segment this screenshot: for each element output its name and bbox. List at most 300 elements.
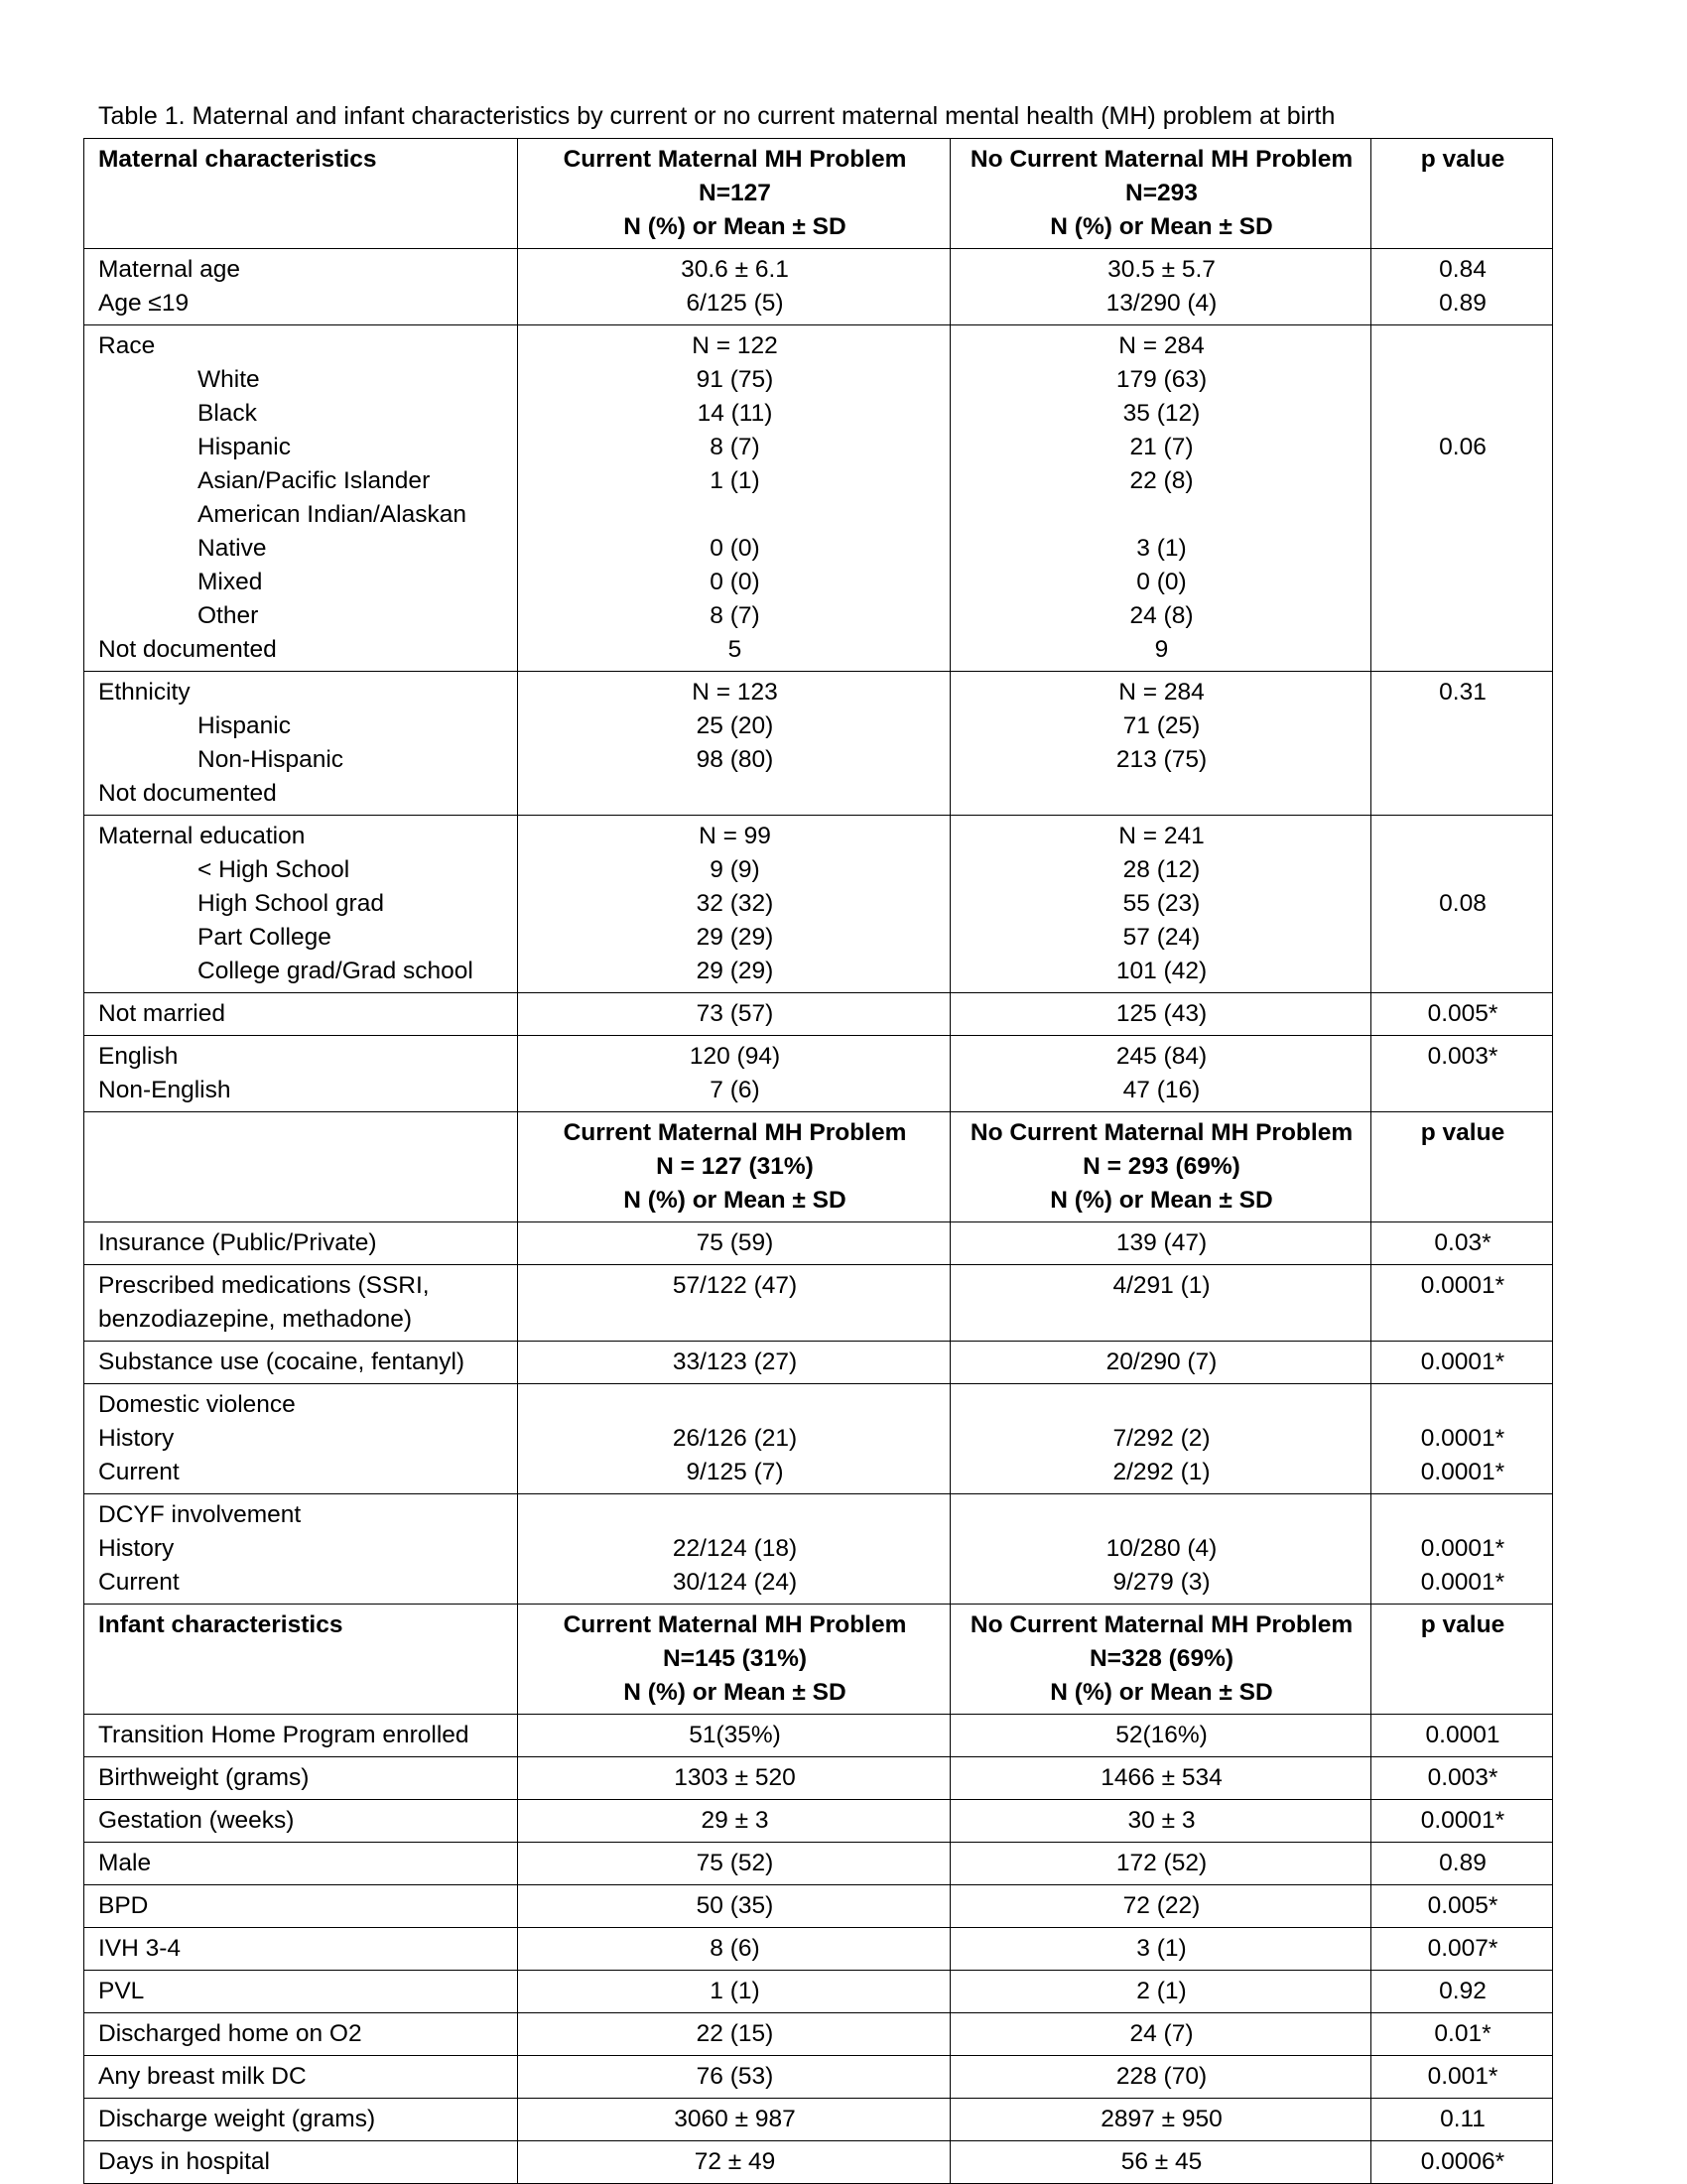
table-row (84, 1757, 1553, 1800)
cell-value: 26/126 (21) (672, 1425, 798, 1452)
label-cell (84, 2056, 518, 2099)
p-value-cell (1371, 1715, 1553, 1757)
header-line: Infant characteristics (98, 1611, 343, 1638)
cell-value: 0.0006* (1420, 2148, 1505, 2175)
cell-value: 29 ± 3 (701, 1807, 769, 1834)
cell-value: 30.6 ± 6.1 (681, 256, 789, 283)
cell-value: 25 (20) (696, 712, 774, 739)
no-current-mh-cell (951, 1384, 1371, 1494)
header-line: N = 127 (31%) (656, 1153, 814, 1180)
header-line: N=293 (1125, 180, 1198, 206)
cell-value: 76 (53) (696, 2063, 774, 2090)
current-mh-cell (518, 1384, 951, 1494)
cell-value: 0.0001* (1420, 1425, 1505, 1452)
header-line: N (%) or Mean ± SD (623, 1187, 846, 1214)
cell-value: 0.06 (1439, 434, 1487, 460)
cell-value: 0 (0) (710, 569, 760, 595)
header-label-cell (84, 1112, 518, 1222)
row-label: Non-English (98, 1077, 231, 1103)
p-value-cell (1371, 1384, 1553, 1494)
header-line (98, 1116, 505, 1150)
table-row (84, 1885, 1553, 1928)
row-label: Transition Home Program enrolled (98, 1722, 469, 1748)
table-row (84, 249, 1553, 325)
cell-value (1385, 363, 1540, 397)
header-label-cell (84, 139, 518, 249)
current-mh-cell (518, 2141, 951, 2184)
current-mh-cell (518, 1757, 951, 1800)
header-no-current-mh-cell (951, 139, 1371, 249)
row-label: benzodiazepine, methadone) (98, 1306, 413, 1333)
sub-label: Asian/Pacific Islander (197, 467, 431, 494)
section-header-row (84, 139, 1553, 249)
cell-value: 29 (29) (696, 958, 774, 984)
table-row (84, 993, 1553, 1036)
cell-value: 7 (6) (710, 1077, 760, 1103)
no-current-mh-cell (951, 1843, 1371, 1885)
no-current-mh-cell (951, 1885, 1371, 1928)
table-row (84, 1971, 1553, 2013)
cell-value (1385, 397, 1540, 431)
row-label: Age ≤19 (98, 290, 190, 317)
table-body (84, 139, 1553, 2184)
cell-value: 98 (80) (696, 746, 774, 773)
cell-value: 8 (7) (710, 434, 760, 460)
cell-value: 0.84 (1439, 256, 1487, 283)
table-row (84, 672, 1553, 816)
cell-value: 10/280 (4) (1105, 1535, 1218, 1562)
cell-value (965, 1498, 1359, 1532)
section-header-row (84, 1605, 1553, 1715)
table-row (84, 1265, 1553, 1342)
cell-value: 21 (7) (1129, 434, 1194, 460)
cell-value: 3060 ± 987 (674, 2106, 796, 2132)
cell-value: 101 (42) (1115, 958, 1208, 984)
cell-value: 20/290 (7) (1105, 1349, 1218, 1375)
cell-value: 0.01* (1434, 2020, 1492, 2047)
current-mh-cell (518, 816, 951, 993)
cell-value (532, 498, 938, 532)
current-mh-cell (518, 1715, 951, 1757)
cell-value: 0.0001* (1420, 1807, 1505, 1834)
p-value-cell (1371, 1800, 1553, 1843)
cell-value: 57 (24) (1122, 924, 1201, 951)
cell-value: 0.007* (1427, 1935, 1498, 1962)
cell-value: 0.92 (1439, 1978, 1487, 2004)
current-mh-cell (518, 1265, 951, 1342)
current-mh-cell (518, 1036, 951, 1112)
cell-value: 139 (47) (1115, 1229, 1208, 1256)
cell-value: 14 (11) (697, 400, 773, 427)
table-row (84, 2013, 1553, 2056)
row-label: Gestation (weeks) (98, 1807, 295, 1834)
no-current-mh-cell (951, 816, 1371, 993)
p-value-cell (1371, 1342, 1553, 1384)
row-label: DCYF involvement (98, 1501, 302, 1528)
row-label: Domestic violence (98, 1391, 296, 1418)
cell-value: 0.08 (1439, 890, 1487, 917)
cell-value: 8 (6) (710, 1935, 760, 1962)
header-line: No Current Maternal MH Problem (970, 146, 1354, 173)
label-cell (84, 1036, 518, 1112)
cell-value (1385, 820, 1540, 853)
cell-value: 125 (43) (1115, 1000, 1208, 1027)
cell-value: 6/125 (5) (686, 290, 784, 317)
cell-value: 9 (1154, 636, 1169, 663)
cell-value: 35 (12) (1122, 400, 1201, 427)
no-current-mh-cell (951, 2056, 1371, 2099)
cell-value: 55 (23) (1122, 890, 1201, 917)
header-no-current-mh-cell (951, 1112, 1371, 1222)
label-cell (84, 816, 518, 993)
p-value-cell (1371, 249, 1553, 325)
label-cell (84, 325, 518, 672)
table-row (84, 1384, 1553, 1494)
row-label: IVH 3-4 (98, 1935, 182, 1962)
row-label: Current (98, 1569, 180, 1596)
section-header-row (84, 1112, 1553, 1222)
label-cell (84, 1971, 518, 2013)
sub-label: Mixed (197, 569, 263, 595)
cell-value (1385, 1498, 1540, 1532)
cell-value: 172 (52) (1115, 1850, 1208, 1876)
cell-value (532, 1498, 938, 1532)
label-cell (84, 1885, 518, 1928)
header-line: N=145 (31%) (662, 1645, 808, 1672)
header-p-value-cell (1371, 139, 1553, 249)
p-value-cell (1371, 993, 1553, 1036)
p-value-cell (1371, 672, 1553, 816)
row-label: Not married (98, 1000, 225, 1027)
cell-value (965, 1388, 1359, 1422)
cell-value: N = 284 (1118, 679, 1205, 706)
sub-label: Black (197, 400, 257, 427)
header-line: No Current Maternal MH Problem (970, 1119, 1354, 1146)
no-current-mh-cell (951, 325, 1371, 672)
header-no-current-mh-cell (951, 1605, 1371, 1715)
sub-label: Other (197, 602, 259, 629)
p-value-cell (1371, 1885, 1553, 1928)
p-value-cell (1371, 816, 1553, 993)
label-cell (84, 1715, 518, 1757)
sub-label: College grad/Grad school (197, 958, 473, 984)
p-value-cell (1371, 1843, 1553, 1885)
current-mh-cell (518, 1928, 951, 1971)
current-mh-cell (518, 1885, 951, 1928)
table-row (84, 1928, 1553, 1971)
header-label-cell (84, 1605, 518, 1715)
row-label: Maternal education (98, 823, 306, 849)
no-current-mh-cell (951, 1342, 1371, 1384)
cell-value: 0.11 (1440, 2106, 1486, 2132)
row-label: Discharged home on O2 (98, 2020, 362, 2047)
current-mh-cell (518, 672, 951, 816)
cell-value: 0.001* (1427, 2063, 1498, 2090)
no-current-mh-cell (951, 1036, 1371, 1112)
table-row (84, 2056, 1553, 2099)
cell-value: 0.003* (1427, 1764, 1498, 1791)
row-label: Not documented (98, 636, 277, 663)
header-line: p value (1420, 1611, 1505, 1638)
cell-value: 0.0001 (1425, 1722, 1500, 1748)
p-value-cell (1371, 1494, 1553, 1605)
table-row (84, 1800, 1553, 1843)
header-line: N = 293 (69%) (1083, 1153, 1240, 1180)
cell-value: 51(35%) (689, 1722, 781, 1748)
cell-value: N = 123 (692, 679, 778, 706)
header-line: Maternal characteristics (98, 146, 377, 173)
cell-value: 9 (9) (710, 856, 760, 883)
cell-value: 0.0001* (1420, 1272, 1505, 1299)
cell-value: 28 (12) (1122, 856, 1201, 883)
cell-value: 30.5 ± 5.7 (1107, 256, 1216, 283)
table-row (84, 2141, 1553, 2184)
label-cell (84, 2141, 518, 2184)
sub-label: Hispanic (197, 434, 291, 460)
cell-value: 245 (84) (1115, 1043, 1208, 1070)
no-current-mh-cell (951, 1715, 1371, 1757)
label-cell (84, 2013, 518, 2056)
sub-label: Part College (197, 924, 331, 951)
sub-label: Hispanic (197, 712, 291, 739)
table-caption: Table 1. Maternal and infant characteristics by current or no current maternal mental health (MH) problem at birth (98, 102, 1336, 130)
p-value-cell (1371, 2056, 1553, 2099)
row-label: Maternal age (98, 256, 241, 283)
cell-value: 91 (75) (696, 366, 774, 393)
header-line: No Current Maternal MH Problem (970, 1611, 1354, 1638)
table-row (84, 325, 1553, 672)
sub-label: < High School (197, 856, 350, 883)
cell-value: 75 (52) (696, 1850, 774, 1876)
sub-label: White (197, 366, 260, 393)
characteristics-table (83, 138, 1553, 2184)
cell-value: 24 (8) (1129, 602, 1194, 629)
p-value-cell (1371, 2099, 1553, 2141)
current-mh-cell (518, 1222, 951, 1265)
cell-value: 56 ± 45 (1120, 2148, 1203, 2175)
cell-value: 22 (15) (696, 2020, 774, 2047)
cell-value: 1 (1) (710, 1978, 760, 2004)
cell-value: 179 (63) (1115, 366, 1208, 393)
header-p-value-cell (1371, 1112, 1553, 1222)
cell-value: 8 (7) (710, 602, 760, 629)
label-cell (84, 1843, 518, 1885)
cell-value: N = 99 (699, 823, 771, 849)
current-mh-cell (518, 1843, 951, 1885)
no-current-mh-cell (951, 1265, 1371, 1342)
cell-value (1385, 1388, 1540, 1422)
cell-value: 2/292 (1) (1112, 1459, 1211, 1485)
p-value-cell (1371, 1757, 1553, 1800)
cell-value: 0.89 (1439, 290, 1487, 317)
current-mh-cell (518, 2099, 951, 2141)
label-cell (84, 1757, 518, 1800)
cell-value (532, 1388, 938, 1422)
cell-value: 0 (0) (710, 535, 760, 562)
sub-label: Non-Hispanic (197, 746, 344, 773)
current-mh-cell (518, 1971, 951, 2013)
cell-value: 50 (35) (696, 1892, 774, 1919)
cell-value: 0.0001* (1420, 1535, 1505, 1562)
header-current-mh-cell (518, 1605, 951, 1715)
no-current-mh-cell (951, 672, 1371, 816)
table-row (84, 1494, 1553, 1605)
cell-value: 30 ± 3 (1127, 1807, 1196, 1834)
cell-value: 33/123 (27) (672, 1349, 798, 1375)
cell-value: 73 (57) (696, 1000, 774, 1027)
cell-value: 0.03* (1434, 1229, 1492, 1256)
cell-value: 30/124 (24) (672, 1569, 798, 1596)
table-row (84, 1715, 1553, 1757)
cell-value: 24 (7) (1129, 2020, 1194, 2047)
cell-value: 0.003* (1427, 1043, 1498, 1070)
cell-value: 0.31 (1439, 679, 1487, 706)
cell-value (965, 498, 1359, 532)
label-cell (84, 993, 518, 1036)
current-mh-cell (518, 249, 951, 325)
label-cell (84, 1494, 518, 1605)
p-value-cell (1371, 1036, 1553, 1112)
cell-value: 72 (22) (1122, 1892, 1201, 1919)
header-line: Current Maternal MH Problem (563, 146, 907, 173)
sub-label: American Indian/Alaskan (197, 501, 467, 528)
header-line: N (%) or Mean ± SD (1050, 1187, 1273, 1214)
header-line: p value (1420, 1119, 1505, 1146)
cell-value: 0.0001* (1420, 1569, 1505, 1596)
cell-value: 71 (25) (1122, 712, 1201, 739)
row-label: Discharge weight (grams) (98, 2106, 376, 2132)
p-value-cell (1371, 325, 1553, 672)
no-current-mh-cell (951, 2013, 1371, 2056)
current-mh-cell (518, 993, 951, 1036)
cell-value: 52(16%) (1115, 1722, 1208, 1748)
header-line: N (%) or Mean ± SD (623, 213, 846, 240)
cell-value: 213 (75) (1115, 746, 1208, 773)
cell-value (1385, 853, 1540, 887)
no-current-mh-cell (951, 1800, 1371, 1843)
label-cell (84, 1265, 518, 1342)
cell-value: 22/124 (18) (672, 1535, 798, 1562)
cell-value: 0.0001* (1420, 1459, 1505, 1485)
row-label: Days in hospital (98, 2148, 270, 2175)
cell-value: 120 (94) (689, 1043, 781, 1070)
current-mh-cell (518, 2056, 951, 2099)
header-line: N=127 (699, 180, 771, 206)
cell-value: N = 122 (692, 332, 778, 359)
cell-value: 22 (8) (1129, 467, 1194, 494)
header-line: N (%) or Mean ± SD (1050, 1679, 1273, 1706)
header-current-mh-cell (518, 139, 951, 249)
cell-value: 32 (32) (696, 890, 774, 917)
p-value-cell (1371, 1222, 1553, 1265)
table-row (84, 1222, 1553, 1265)
current-mh-cell (518, 1800, 951, 1843)
row-label: Prescribed medications (SSRI, (98, 1272, 430, 1299)
row-label: Birthweight (grams) (98, 1764, 310, 1791)
row-label: History (98, 1425, 175, 1452)
row-label: PVL (98, 1978, 145, 2004)
cell-value: 2 (1) (1136, 1978, 1187, 2004)
label-cell (84, 1384, 518, 1494)
p-value-cell (1371, 1971, 1553, 2013)
no-current-mh-cell (951, 1757, 1371, 1800)
cell-value: 0.0001* (1420, 1349, 1505, 1375)
cell-value: 2897 ± 950 (1101, 2106, 1223, 2132)
header-line: N (%) or Mean ± SD (1050, 213, 1273, 240)
label-cell (84, 2099, 518, 2141)
cell-value: 1303 ± 520 (674, 1764, 796, 1791)
cell-value: 3 (1) (1136, 1935, 1187, 1962)
cell-value: 75 (59) (696, 1229, 774, 1256)
p-value-cell (1371, 2141, 1553, 2184)
no-current-mh-cell (951, 2099, 1371, 2141)
row-label: BPD (98, 1892, 149, 1919)
cell-value: 29 (29) (696, 924, 774, 951)
p-value-cell (1371, 2013, 1553, 2056)
cell-value: 228 (70) (1115, 2063, 1208, 2090)
row-label: Not documented (98, 780, 277, 807)
label-cell (84, 249, 518, 325)
no-current-mh-cell (951, 1222, 1371, 1265)
cell-value: 0.005* (1427, 1892, 1498, 1919)
row-label: Insurance (Public/Private) (98, 1229, 377, 1256)
no-current-mh-cell (951, 249, 1371, 325)
cell-value: 4/291 (1) (1112, 1272, 1211, 1299)
cell-value: 72 ± 49 (694, 2148, 776, 2175)
current-mh-cell (518, 1494, 951, 1605)
header-line: N (%) or Mean ± SD (623, 1679, 846, 1706)
label-cell (84, 672, 518, 816)
table-row (84, 1342, 1553, 1384)
cell-value: 9/125 (7) (686, 1459, 784, 1485)
table-row (84, 2099, 1553, 2141)
no-current-mh-cell (951, 1928, 1371, 1971)
cell-value: N = 241 (1118, 823, 1205, 849)
cell-value: N = 284 (1118, 332, 1205, 359)
p-value-cell (1371, 1265, 1553, 1342)
cell-value: 0.005* (1427, 1000, 1498, 1027)
cell-value: 13/290 (4) (1105, 290, 1218, 317)
table-row (84, 1036, 1553, 1112)
cell-value: 0.89 (1439, 1850, 1487, 1876)
header-current-mh-cell (518, 1112, 951, 1222)
cell-value: 57/122 (47) (672, 1272, 798, 1299)
label-cell (84, 1342, 518, 1384)
table-row (84, 816, 1553, 993)
row-label: Any breast milk DC (98, 2063, 307, 2090)
no-current-mh-cell (951, 1971, 1371, 2013)
cell-value: 9/279 (3) (1112, 1569, 1211, 1596)
label-cell (84, 1222, 518, 1265)
header-p-value-cell (1371, 1605, 1553, 1715)
header-line: p value (1420, 146, 1505, 173)
no-current-mh-cell (951, 1494, 1371, 1605)
current-mh-cell (518, 1342, 951, 1384)
header-line: Current Maternal MH Problem (563, 1611, 907, 1638)
cell-value: 1466 ± 534 (1101, 1764, 1223, 1791)
cell-value (1385, 329, 1540, 363)
row-label: Substance use (cocaine, fentanyl) (98, 1349, 465, 1375)
cell-value: 3 (1) (1136, 535, 1187, 562)
sub-label: High School grad (197, 890, 384, 917)
no-current-mh-cell (951, 993, 1371, 1036)
row-label: Current (98, 1459, 180, 1485)
current-mh-cell (518, 325, 951, 672)
p-value-cell (1371, 1928, 1553, 1971)
current-mh-cell (518, 2013, 951, 2056)
row-label: History (98, 1535, 175, 1562)
cell-value: 1 (1) (710, 467, 760, 494)
